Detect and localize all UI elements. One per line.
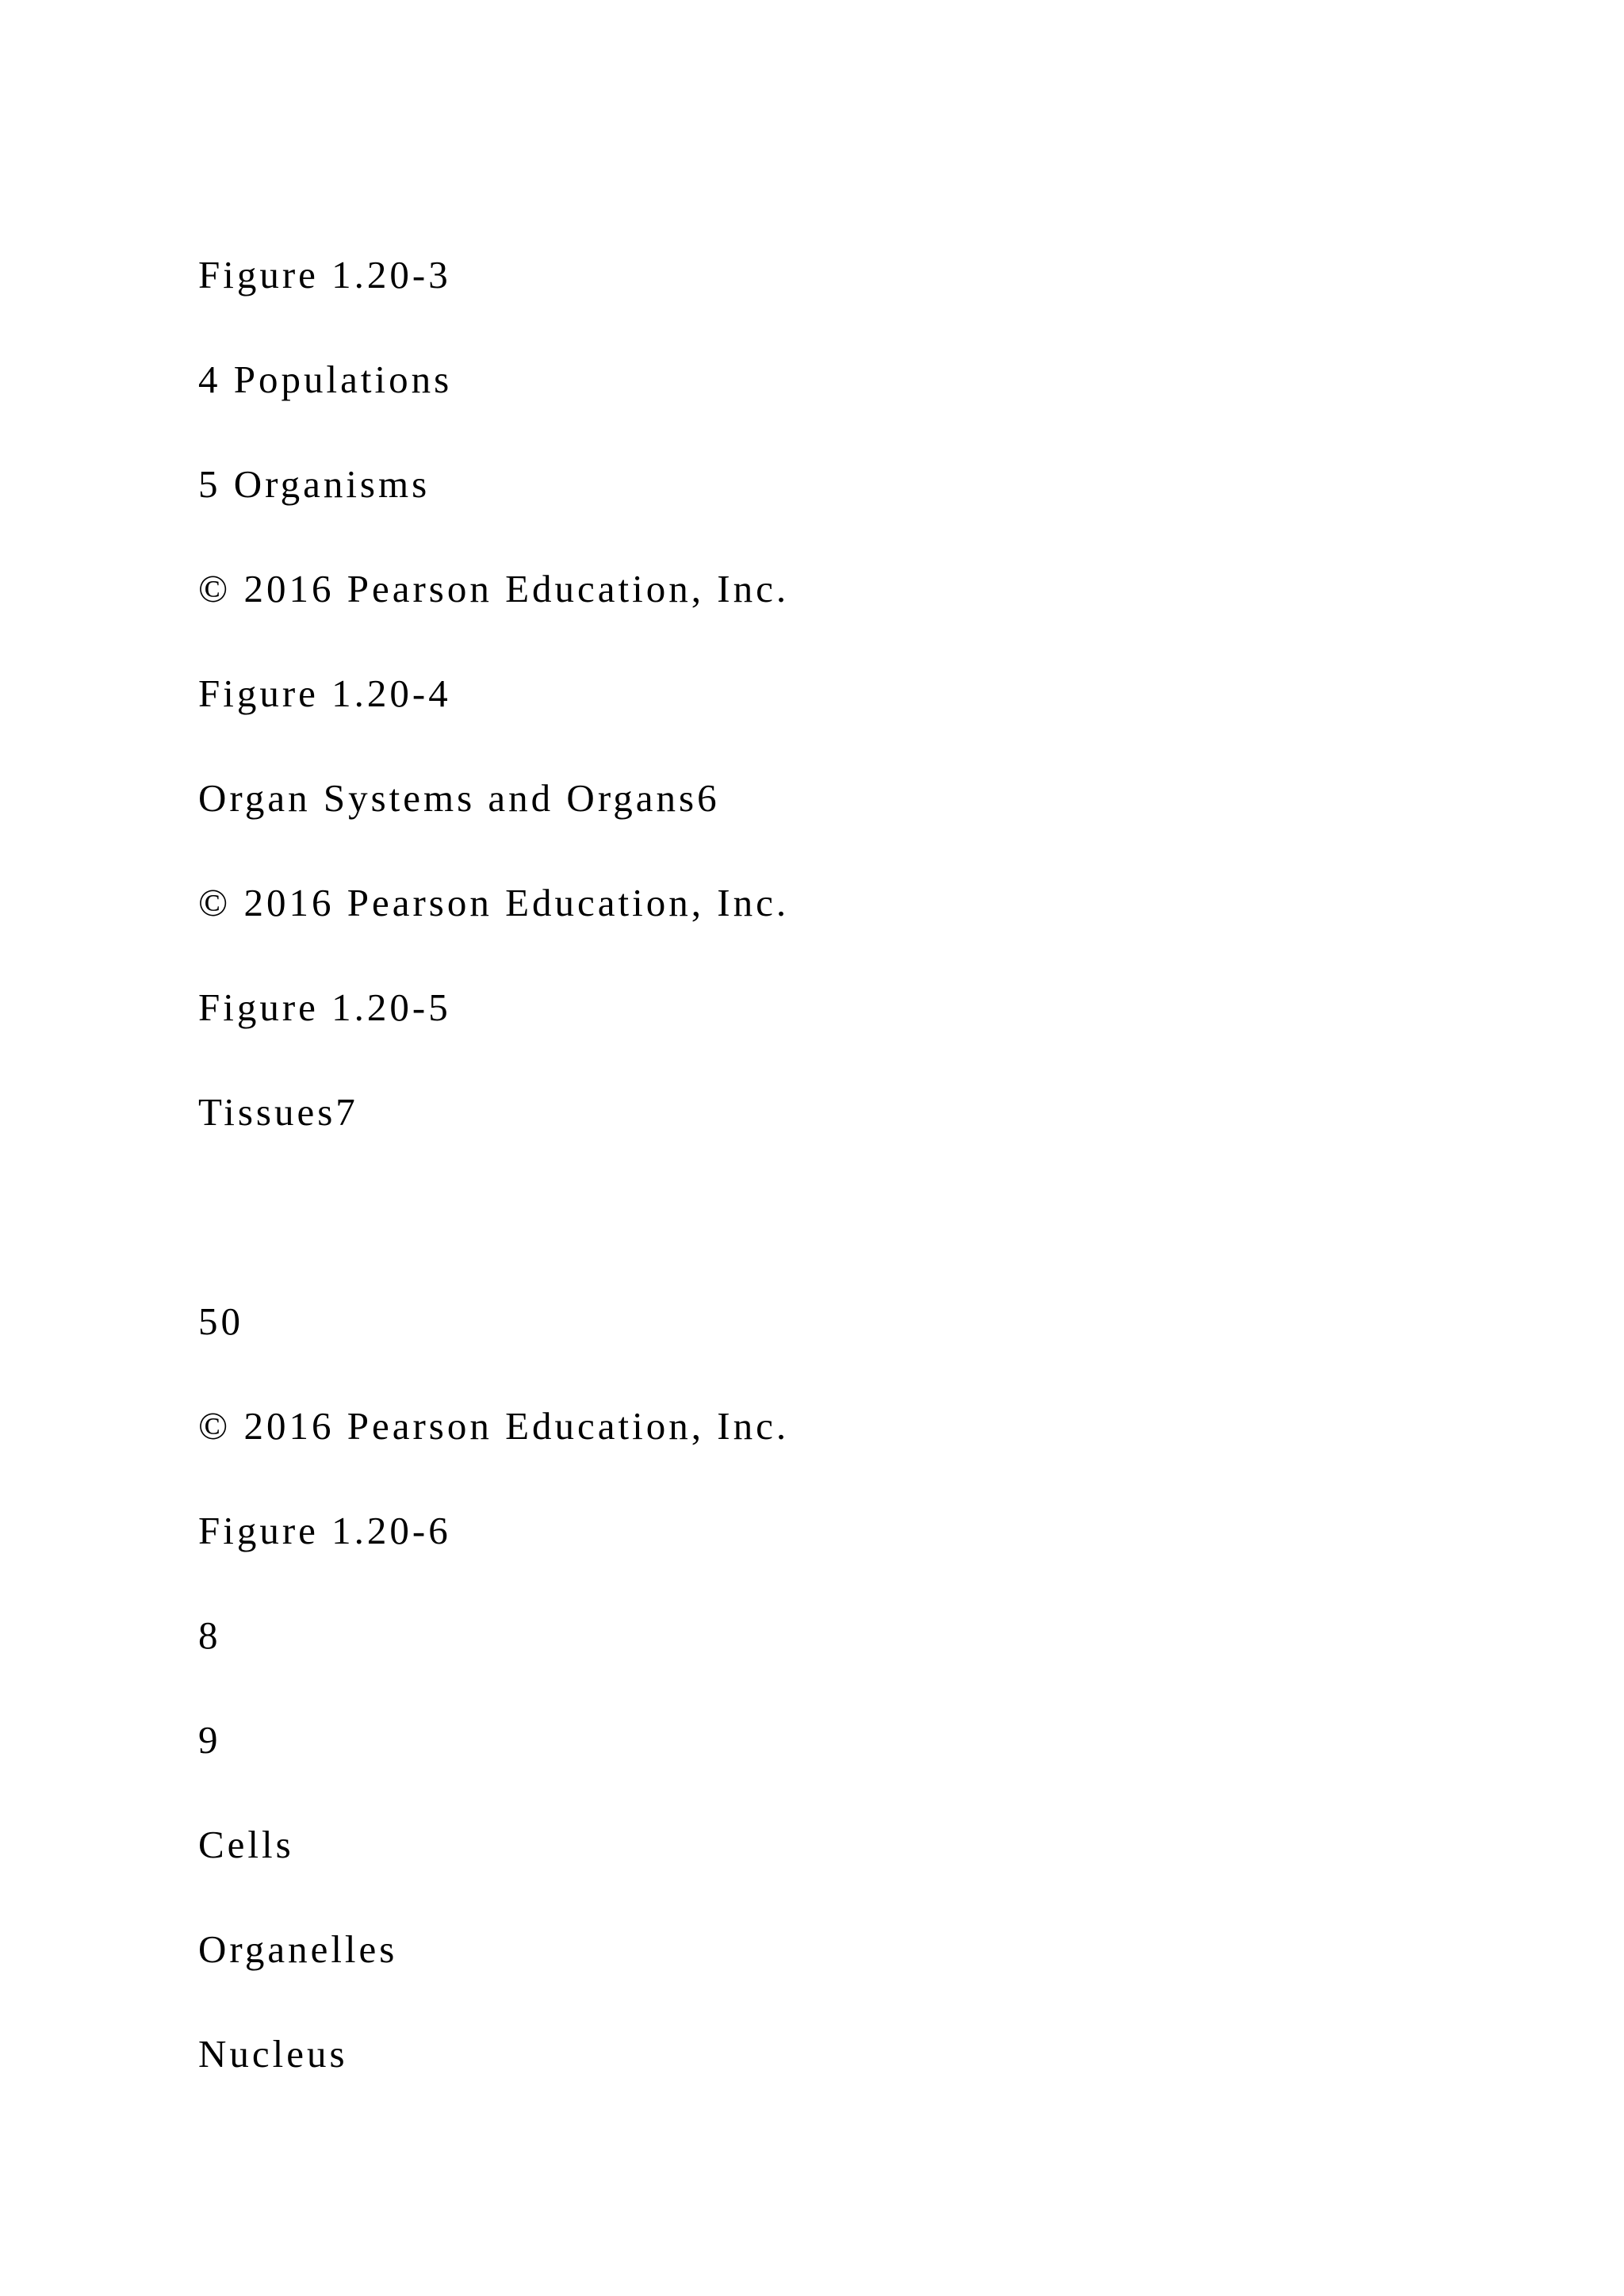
copyright-line-2: © 2016 Pearson Education, Inc. <box>198 881 790 924</box>
label-organelles: Organelles <box>198 1927 398 1971</box>
label-organisms: 5 Organisms <box>198 462 431 506</box>
label-nucleus: Nucleus <box>198 2032 348 2076</box>
page-number: 50 <box>198 1299 243 1343</box>
copyright-line-3: © 2016 Pearson Education, Inc. <box>198 1404 790 1448</box>
figure-label-1-20-5: Figure 1.20-5 <box>198 985 451 1029</box>
label-number-9: 9 <box>198 1718 221 1762</box>
figure-label-1-20-6: Figure 1.20-6 <box>198 1509 451 1552</box>
figure-label-1-20-3: Figure 1.20-3 <box>198 253 451 297</box>
figure-label-1-20-4: Figure 1.20-4 <box>198 672 451 715</box>
label-number-8: 8 <box>198 1613 221 1657</box>
label-organ-systems: Organ Systems and Organs6 <box>198 776 720 820</box>
label-populations: 4 Populations <box>198 358 453 401</box>
label-cells: Cells <box>198 1823 294 1866</box>
copyright-line-1: © 2016 Pearson Education, Inc. <box>198 567 790 610</box>
label-tissues: Tissues7 <box>198 1090 358 1134</box>
